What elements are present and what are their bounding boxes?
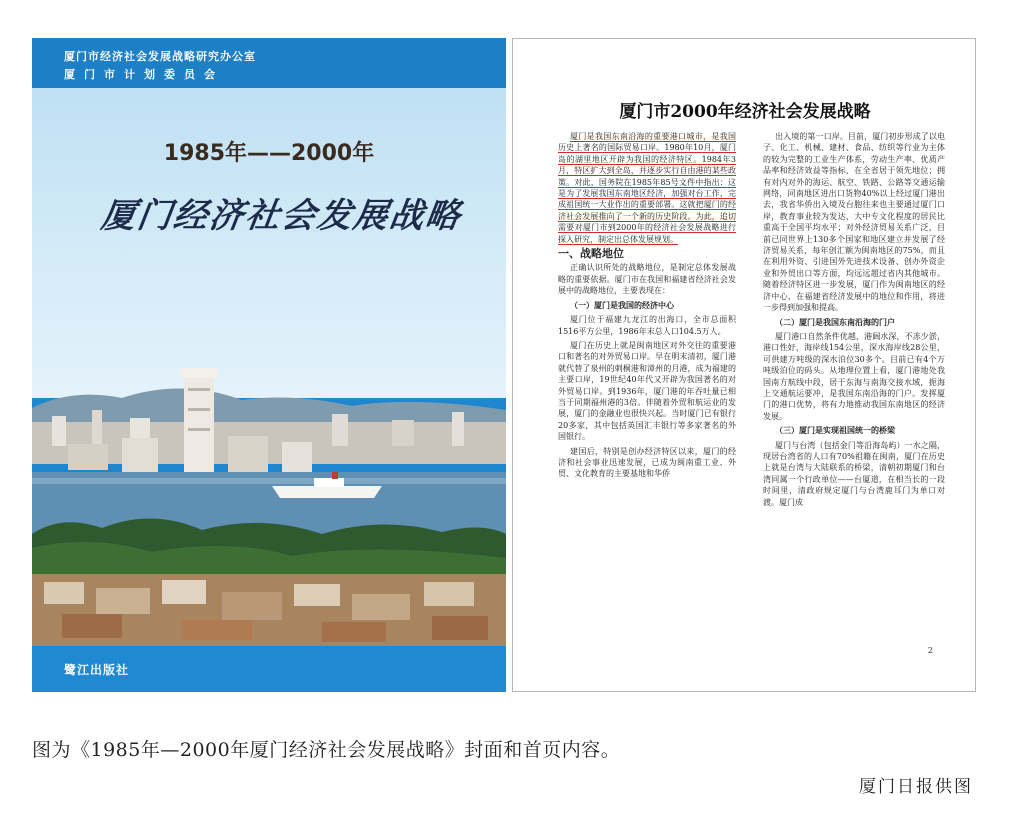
right-column-paragraph: 出入境的第一口岸。目前，厦门初步形成了以电子、化工、机械、建材、食品、纺织等行业为主体的较为完整的工业生产体系，劳动生产率、优质产品率和经济效益等指标，在全省居于领先地位；拥有对内对外的海运、航空、铁路、公路等交通运输网络，同南地区进出口货物40%以上经过厦门港出去，我省华侨出入境及台胞往来也主要通过厦门口岸，教育事业较为发达，大中专文化程度的居民比重高于全国平均水平；对外经济贸易关系广泛，目前已同世界上130多个国家和地区建立并发展了经济贸易关系，每年创汇额为闽南地区的75%，而且在利用外资、引进国外先进技术设备、创办外资企业和外贸出口等方面，均远远超过省内其他城市。随着经济特区进一步发展，厦门作为闽南地区的经济中心，在福建省经济发展中的地位和作用，将进一步得到加强和提高。 (763, 132, 945, 313)
book-cover (32, 38, 506, 692)
cover-org-line-2: 厦门市计划委员会 (64, 68, 224, 81)
cover-publisher-band (32, 646, 506, 692)
city-photo (32, 338, 506, 646)
history-paragraph: 厦门在历史上就是闽南地区对外交往的重要港口和著名的对外贸易口岸。早在明末清初，厦门港就代替了泉州的刺桐港和漳州的月港，成为福建的主要口岸，19世纪40年代又开辟为我国著名的对外贸易口岸。到1936年，厦门港的年吞吐量已相当于同期福州港的3倍。伴随着外贸和航运业的发展，厦门的金融业也很快兴起。当时厦门已有银行20多家，其中包括英国汇丰银行等多家著名的外国银行。 (558, 340, 736, 442)
cover-publisher: 鹭江出版社 (64, 663, 130, 677)
subheading-1: （一）厦门是我国的经济中心 (570, 299, 674, 310)
built-in-paragraph: 建国后，特别是创办经济特区以来，厦门的经济和社会事业迅速发展，已成为闽南重工业、外贸、文化教育的主要基地和华侨 (558, 446, 736, 479)
page-right-column (763, 131, 945, 511)
page-title: 厦门市2000年经济社会发展战略 (619, 102, 871, 122)
section-1-intro: 正确认识所处的战略地位，是制定总体发展战略的重要依据。厦门市在我国和福建省经济社会发展中的战略地位，主要表现在： (558, 263, 736, 296)
sub-1-text: 厦门位于福建九龙江的出海口，全市总面积1516平方公里，1986年末总人口104.5万人。 (558, 315, 736, 336)
page-number: 2 (927, 646, 933, 655)
cover-org-band (32, 38, 506, 88)
first-page (512, 38, 976, 692)
page-left-column (558, 131, 736, 483)
image-caption: 图为《1985年—2000年厦门经济社会发展战略》封面和首页内容。 (32, 739, 621, 761)
sub-3-text: 厦门与台湾（包括金门等沿海岛屿）一水之隔，现居台湾省的人口有70%祖籍在闽南，厦门在历史上就是台湾与大陆联系的桥梁，清朝初期厦门和台湾同属一个行政单位——台厦道，在相当长的一段时间里，清政府规定厦门与台湾鹿耳门为单口对渡。厦门成 (763, 440, 945, 507)
sub-2-text: 厦门港口自然条件优越，港阔水深，不冻少淤，港口性好，海岸线154公里，深水海岸线28公里，可供建万吨级的深水泊位30多个。目前已有4个万吨级泊位的码头。从地理位置上看，厦门港地处我国南方航线中段，居于东海与南海交接水域，扼海上交通航运要冲，是我国东南沿海的门户。发挥厦门的港口优势，将有力地推动我国东南地区的经济发展。 (763, 331, 945, 421)
section-heading-1: 一、战略地位 (558, 247, 624, 261)
subheading-3: （三）厦门是实现祖国统一的桥梁 (775, 425, 895, 436)
highlighted-intro: 厦门是我国东南沿海的重要港口城市，是我国历史上著名的国际贸易口岸。1980年10月，厦门岛的湖里地区开辟为我国的经济特区。1984年3月，特区扩大到全岛，并逐步实行自由港的某些政策。对此，国务院在1985年85号文件中指出：这是为了发展我国东南地区经济，加强对台工作，完成祖国统一大业作出的重要部署。这就把厦门的经济社会发展推向了一个新的历史阶段。为此，追切需要对厦门市到2000年的经济社会发展战略进行探入研究，制定出总体发展规划。 (558, 132, 736, 244)
photo-credit: 厦门日报供图 (859, 777, 973, 797)
cover-title: 厦门经济社会发展战略 (98, 196, 465, 236)
subheading-2: （二）厦门是我国东南沿海的门户 (775, 316, 895, 327)
cover-org-line-1: 厦门市经济社会发展战略研究办公室 (64, 50, 256, 63)
cover-years: 1985年——2000年 (163, 141, 375, 166)
